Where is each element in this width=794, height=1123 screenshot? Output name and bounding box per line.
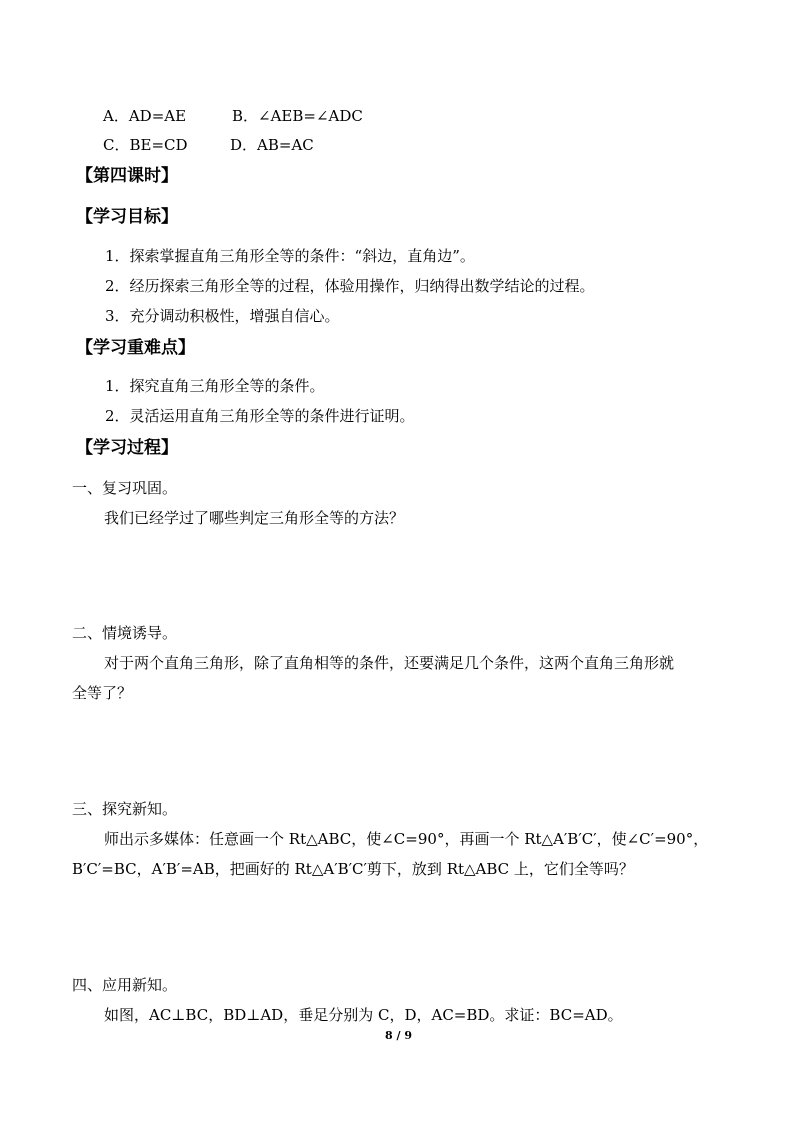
option-d: D．AB=AC (230, 136, 314, 154)
page-number: 8 / 9 (385, 1029, 412, 1042)
section-1-title: 一、复习巩固。 (72, 479, 178, 497)
option-c: C．BE=CD (103, 136, 188, 154)
key-point-item-1: 1．探究直角三角形全等的条件。 (105, 377, 325, 395)
section-1-body: 我们已经学过了哪些判定三角形全等的方法？ (104, 509, 405, 527)
goal-item-3: 3．充分调动积极性，增强自信心。 (105, 307, 340, 325)
section-3-body-line-1: 师出示多媒体：任意画一个 Rt△ABC，使∠C=90°，再画一个 Rt△A′B′C′，使∠C′=90°， (104, 830, 709, 848)
option-b: B．∠AEB=∠ADC (232, 107, 363, 125)
process-heading: 【学习过程】 (76, 438, 178, 458)
goal-item-2: 2．经历探索三角形全等的过程，体验用操作，归纳得出数学结论的过程。 (105, 277, 595, 295)
key-points-heading: 【学习重难点】 (76, 338, 195, 358)
option-a: A．AD=AE (103, 107, 187, 125)
section-4-body: 如图，AC⊥BC，BD⊥AD，垂足分别为 C，D，AC=BD。求证：BC=AD。 (104, 1006, 623, 1024)
section-2-body-line-1: 对于两个直角三角形，除了直角相等的条件，还要满足几个条件，这两个直角三角形就 (104, 654, 675, 672)
section-3-title: 三、探究新知。 (72, 800, 178, 818)
lesson-heading: 【第四课时】 (76, 166, 178, 186)
key-point-item-2: 2．灵活运用直角三角形全等的条件进行证明。 (105, 407, 415, 425)
section-2-body-line-2: 全等了？ (72, 684, 133, 702)
section-3-body-line-2: B′C′=BC，A′B′=AB，把画好的 Rt△A′B′C′剪下，放到 Rt△ABC 上，它们全等吗？ (72, 860, 634, 878)
section-2-title: 二、情境诱导。 (72, 624, 178, 642)
goal-item-1: 1．探索掌握直角三角形全等的条件：“斜边，直角边”。 (105, 247, 475, 265)
goals-heading: 【学习目标】 (76, 207, 178, 227)
section-4-title: 四、应用新知。 (72, 976, 178, 994)
